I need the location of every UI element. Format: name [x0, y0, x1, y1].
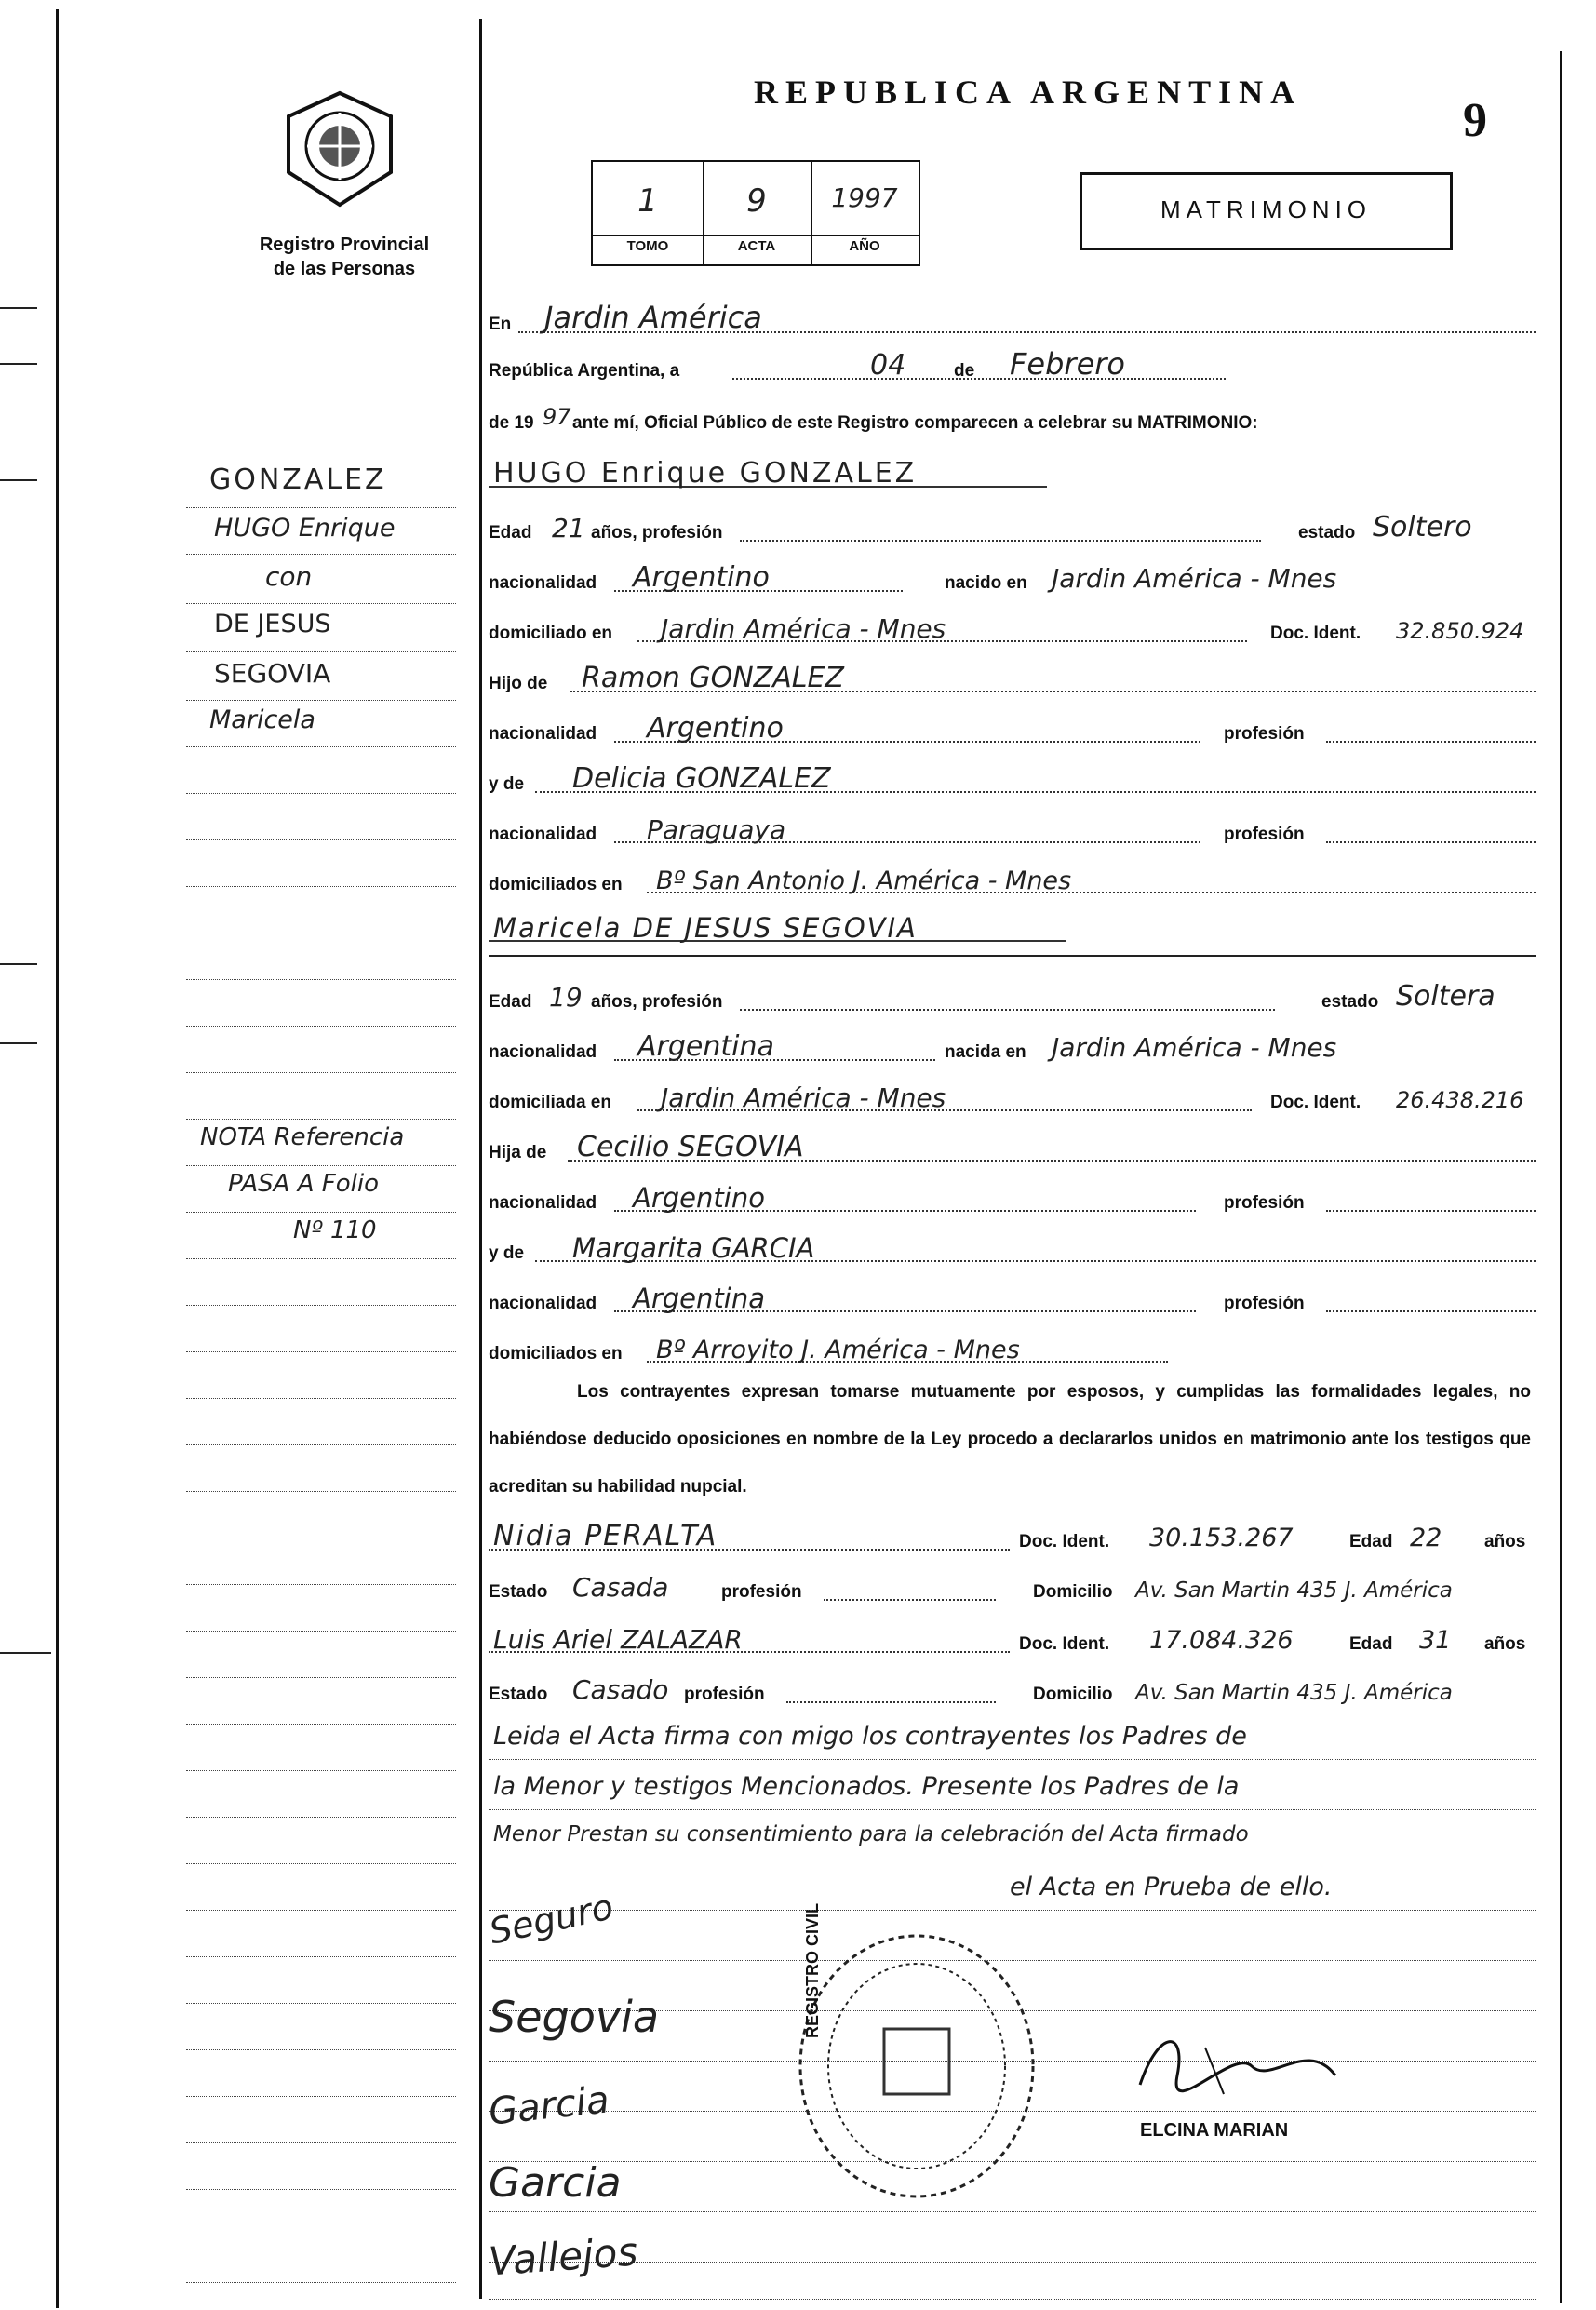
bride-father-label: Hija de [489, 1143, 547, 1162]
witness-2-estado: Casado [572, 1674, 669, 1705]
declaration-text: Los contrayentes expresan tomarse mutuamente por esposos, y cumplidas las formalidades legales, no habiéndose deducido oposiciones en nombre de la Ley procedo a declararlos unidos en matrimonio ante los testigos que acreditan su habilidad nupcial. [489, 1382, 1531, 1497]
margin-surname: GONZALEZ [209, 463, 387, 496]
note-line-4: el Acta en Prueba de ello. [1010, 1873, 1333, 1901]
groom-mother-nac: Paraguaya [647, 814, 786, 845]
bride-doc: 26.438.216 [1396, 1087, 1524, 1113]
signature-4: Garcia [489, 2159, 622, 2207]
bride-nacionalidad: Argentina [637, 1030, 774, 1063]
place-name: Jardin América [544, 300, 762, 335]
bride-mother-nac: Argentina [633, 1283, 765, 1314]
groom-father-nac-label: nacionalidad [489, 724, 597, 744]
witness-1-estado-label: Estado [489, 1582, 548, 1602]
groom-doc: 32.850.924 [1396, 618, 1524, 644]
witness-1-dom-label: Domicilio [1033, 1582, 1113, 1602]
witness-2-estado-label: Estado [489, 1685, 548, 1704]
official-signature [1121, 2010, 1363, 2159]
witness-2-dom-label: Domicilio [1033, 1685, 1113, 1704]
groom-estado: Soltero [1373, 511, 1472, 544]
margin-note-3: Nº 110 [293, 1216, 377, 1244]
page-number: 9 [1463, 94, 1487, 147]
rep-label: República Argentina, a [489, 361, 680, 381]
groom-nacido-label: nacido en [945, 573, 1027, 593]
witness-1-doc-label: Doc. Ident. [1019, 1532, 1110, 1551]
bride-mother: Margarita GARCIA [572, 1232, 815, 1264]
signature-5: Vallejos [487, 2228, 639, 2285]
signature-2: Segovia [489, 1992, 660, 2042]
left-border [56, 9, 59, 2308]
note-line-3: Menor Prestan su consentimiento para la celebración del Acta firmado [493, 1822, 1249, 1847]
bride-edad-label: Edad [489, 992, 532, 1012]
bride-father-nac: Argentino [633, 1182, 765, 1214]
witness-2-prof-label: profesión [684, 1685, 765, 1704]
document-type: MATRIMONIO [1160, 195, 1373, 223]
acta-label: ACTA [737, 238, 776, 254]
witness-2-domicilio: Av. San Martin 435 J. América [1135, 1681, 1453, 1705]
witness-2-name: Luis Ariel ZALAZAR [493, 1624, 743, 1655]
groom-mother: Delicia GONZALEZ [572, 762, 831, 795]
groom-mother-label: y de [489, 774, 525, 794]
year-suffix: 97 [543, 404, 571, 430]
witness-2-doc: 17.084.326 [1149, 1626, 1294, 1655]
margin-column [186, 0, 465, 2310]
witness-1-edad-label: Edad [1349, 1532, 1393, 1551]
country-title: REPUBLICA ARGENTINA [754, 74, 1303, 111]
groom-estado-label: estado [1298, 523, 1356, 543]
bride-estado: Soltera [1396, 980, 1495, 1013]
bride-parents-dom-label: domiciliados en [489, 1344, 623, 1363]
groom-parents-dom: Bº San Antonio J. América - Mnes [656, 866, 1072, 895]
groom-mother-prof-label: profesión [1224, 825, 1305, 844]
witness-1-edad: 22 [1410, 1524, 1442, 1552]
tomo-value: 1 [637, 182, 658, 220]
date-month: Febrero [1010, 346, 1125, 382]
groom-nac-label: nacionalidad [489, 573, 597, 593]
witness-1-anos-label: años [1484, 1532, 1526, 1551]
margin-note-1: NOTA Referencia [200, 1123, 405, 1151]
note-line-2: la Menor y testigos Mencionados. Presente los Padres de la [493, 1772, 1240, 1801]
groom-doc-label: Doc. Ident. [1270, 624, 1361, 643]
bride-mother-nac-label: nacionalidad [489, 1294, 597, 1313]
year-prefix: de 19 [489, 413, 534, 433]
groom-nacionalidad: Argentino [633, 561, 770, 594]
witness-1-estado: Casada [572, 1572, 669, 1603]
groom-edad-label: Edad [489, 523, 532, 543]
ano-value: 1997 [831, 182, 898, 213]
bride-mother-label: y de [489, 1243, 525, 1263]
bride-estado-label: estado [1321, 992, 1379, 1012]
groom-domicilio: Jardin América - Mnes [661, 613, 946, 644]
witness-2-doc-label: Doc. Ident. [1019, 1634, 1110, 1654]
official-name: ELCINA MARIAN [1140, 2120, 1289, 2141]
margin-bride-given-name: Maricela [209, 705, 315, 734]
groom-anos-label: años, profesión [591, 523, 723, 543]
margin-bride-surname-2: SEGOVIA [214, 658, 331, 689]
witness-2-edad-label: Edad [1349, 1634, 1393, 1654]
witness-2-edad: 31 [1419, 1626, 1452, 1655]
margin-divider [479, 19, 482, 2299]
signature-1: Seguro [485, 1886, 617, 1953]
date-day: 04 [870, 349, 906, 382]
de-label: de [954, 361, 975, 381]
bride-anos-label: años, profesión [591, 992, 723, 1012]
margin-note-2: PASA A Folio [228, 1170, 379, 1198]
witness-1-doc: 30.153.267 [1149, 1524, 1294, 1552]
bride-name: Maricela DE JESUS SEGOVIA [493, 912, 918, 944]
right-border [1560, 51, 1562, 2303]
bride-nac-label: nacionalidad [489, 1042, 597, 1062]
registry-line-1: Registro Provincial [259, 235, 430, 255]
bride-father-nac-label: nacionalidad [489, 1193, 597, 1213]
groom-edad: 21 [552, 513, 585, 544]
bride-doc-label: Doc. Ident. [1270, 1093, 1361, 1112]
margin-con: con [265, 561, 313, 592]
bride-mother-prof-label: profesión [1224, 1294, 1305, 1313]
signature-3: Garcia [486, 2078, 611, 2134]
witness-2-anos-label: años [1484, 1634, 1526, 1654]
intro-text: ante mí, Oficial Público de este Registro comparecen a celebrar su MATRIMONIO: [572, 413, 1258, 433]
witness-1-prof-label: profesión [721, 1582, 802, 1602]
official-stamp [786, 1902, 1047, 2206]
bride-father-prof-label: profesión [1224, 1193, 1305, 1213]
bride-parents-dom: Bº Arroyito J. América - Mnes [656, 1336, 1020, 1364]
stamp-text: REGISTRO CIVIL [803, 1902, 822, 2038]
bride-domicilio: Jardin América - Mnes [661, 1082, 946, 1113]
groom-nacido: Jardin América - Mnes [1052, 563, 1337, 594]
groom-mother-nac-label: nacionalidad [489, 825, 597, 844]
witness-1-domicilio: Av. San Martin 435 J. América [1135, 1578, 1453, 1603]
groom-father: Ramon GONZALEZ [582, 662, 844, 694]
tomo-label: TOMO [626, 238, 669, 254]
bride-edad: 19 [549, 982, 583, 1013]
bride-nacida: Jardin América - Mnes [1052, 1032, 1337, 1063]
registry-line-2: de las Personas [273, 259, 416, 279]
groom-dom-label: domiciliado en [489, 624, 613, 643]
acta-value: 9 [746, 182, 767, 220]
groom-father-nac: Argentino [647, 712, 784, 745]
bride-dom-label: domiciliada en [489, 1093, 611, 1112]
witness-1-name: Nidia PERALTA [493, 1520, 718, 1552]
note-line-1: Leida el Acta firma con migo los contrayentes los Padres de [493, 1722, 1247, 1751]
ano-label: AÑO [849, 238, 880, 254]
bride-nacida-label: nacida en [945, 1042, 1026, 1062]
margin-given-name: HUGO Enrique [214, 514, 396, 543]
groom-father-label: Hijo de [489, 674, 548, 693]
groom-name: HUGO Enrique GONZALEZ [493, 457, 918, 490]
main-form [485, 0, 1554, 2310]
en-label: En [489, 315, 512, 334]
groom-parents-dom-label: domiciliados en [489, 875, 623, 894]
left-edge-fragments [0, 0, 56, 2310]
margin-bride-surname-1: DE JESUS [214, 610, 331, 638]
groom-father-prof-label: profesión [1224, 724, 1305, 744]
bride-father: Cecilio SEGOVIA [577, 1131, 804, 1163]
